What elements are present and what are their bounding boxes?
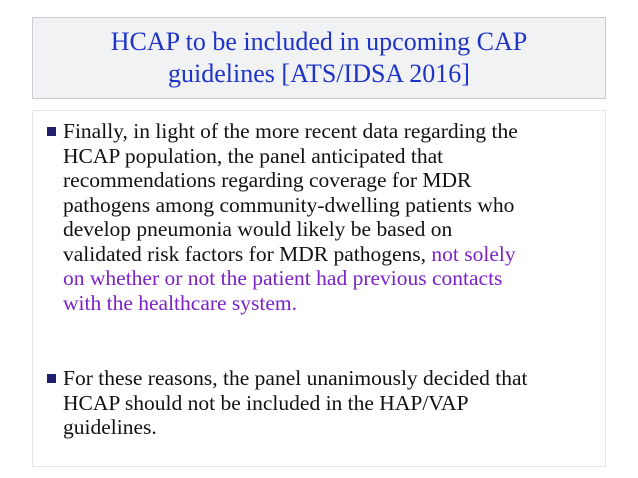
slide-title-line-2: guidelines [ATS/IDSA 2016] — [168, 59, 470, 88]
bullet-line: HCAP population, the panel anticipated that — [63, 143, 444, 168]
highlight-line: on whether or not the patient had previous contacts — [63, 266, 503, 290]
highlight-line: with the healthcare system. — [63, 290, 298, 315]
bullet-item — [47, 366, 597, 440]
bullet-line: For these reasons, the panel unanimously decided that — [63, 366, 528, 390]
title-box — [32, 17, 606, 99]
content-box — [32, 110, 606, 467]
bullet-text — [63, 366, 597, 440]
bullet-line: develop pneumonia would likely be based on — [63, 217, 453, 241]
square-bullet-icon — [47, 374, 56, 383]
bullet-line-mixed — [63, 242, 597, 267]
bullet-line: recommendations regarding coverage for MDR — [63, 168, 472, 192]
bullet-text — [63, 119, 597, 315]
bullet-line: guidelines. — [63, 415, 157, 439]
highlight-text: not solely — [431, 241, 516, 266]
square-bullet-icon — [47, 127, 56, 136]
bullet-line: pathogens among community-dwelling patients who — [63, 192, 515, 217]
bullet-line-black-part: validated risk factors for MDR pathogens, — [63, 241, 432, 266]
bullet-line: Finally, in light of the more recent data regarding the — [63, 119, 518, 143]
bullet-line: HCAP should not be included in the HAP/VAP — [63, 390, 469, 415]
bullet-item — [47, 119, 597, 315]
slide-title-line-1: HCAP to be included in upcoming CAP — [110, 27, 528, 56]
